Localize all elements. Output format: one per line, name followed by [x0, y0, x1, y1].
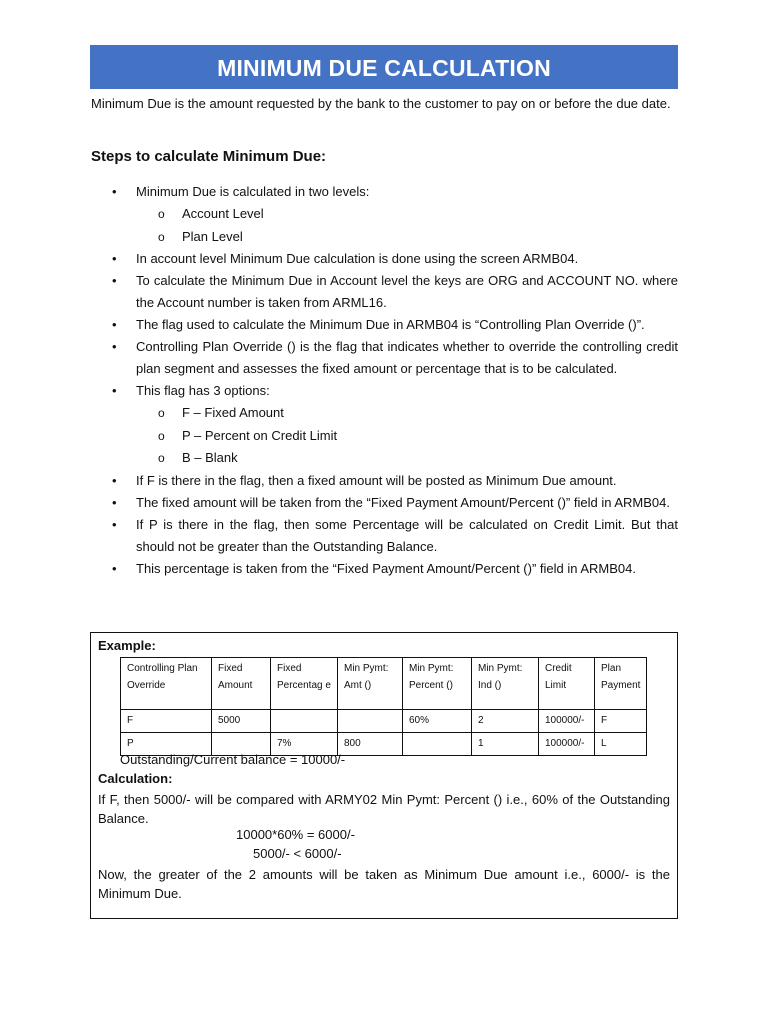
table-cell — [271, 710, 338, 733]
sublist-item: o Plan Level — [182, 226, 678, 249]
bullet-text: Minimum Due is calculated in two levels: — [136, 184, 370, 199]
table-cell: 5000 — [212, 710, 271, 733]
table-header-cell: Min Pymt: Amt () — [338, 658, 403, 710]
example-box — [90, 632, 678, 919]
table-cell: L — [595, 733, 647, 756]
sublist-item: o F – Fixed Amount — [182, 402, 678, 425]
page-title: MINIMUM DUE CALCULATION — [90, 45, 678, 89]
steps-heading: Steps to calculate Minimum Due: — [91, 148, 327, 165]
example-label: Example: — [98, 638, 156, 653]
table-cell: 100000/- — [539, 733, 595, 756]
table-header-row — [121, 658, 647, 710]
conclusion-text: Now, the greater of the 2 amounts will be taken as Minimum Due amount i.e., 6000/- is the Minimum Due. — [98, 867, 670, 901]
table-header-cell: Fixed Percentag e — [271, 658, 338, 710]
table-row — [121, 710, 647, 733]
list-item: • If F is there in the flag, then a fixed amount will be posted as Minimum Due amount. — [112, 470, 678, 492]
outstanding-balance: Outstanding/Current balance = 10000/- — [120, 752, 346, 767]
table-header-cell: Min Pymt: Ind () — [472, 658, 539, 710]
list-item: • Controlling Plan Override () is the flag that indicates whether to override the controlling credit plan segment and assesses the fixed amount or percentage that is to be calculated. — [112, 336, 678, 380]
sublist-item: o Account Level — [182, 203, 678, 226]
calculation-heading: Calculation: — [98, 771, 173, 786]
list-item: • The fixed amount will be taken from the “Fixed Payment Amount/Percent ()” field in ARMB04. — [112, 492, 678, 514]
list-item — [112, 181, 678, 248]
bullet-text: This flag has 3 options: — [136, 383, 270, 398]
intro-paragraph: Minimum Due is the amount requested by the bank to the customer to pay on or before the due date. — [91, 96, 671, 111]
table-cell: 2 — [472, 710, 539, 733]
list-item: • In account level Minimum Due calculation is done using the screen ARMB04. — [112, 248, 678, 270]
table-header-cell: Min Pymt: Percent () — [403, 658, 472, 710]
table-cell: P — [121, 733, 212, 756]
table-cell: 800 — [338, 733, 403, 756]
list-item: • To calculate the Minimum Due in Account level the keys are ORG and ACCOUNT NO. where the Account number is taken from ARML16. — [112, 270, 678, 314]
table-cell: 7% — [271, 733, 338, 756]
formula-line: 10000*60% = 6000/- — [236, 827, 355, 842]
options-sublist — [136, 402, 678, 470]
table-cell — [403, 733, 472, 756]
list-item: • If P is there in the flag, then some Percentage will be calculated on Credit Limit. But that should not be greater than the Outstanding Balance. — [112, 514, 678, 558]
table-cell: 1 — [472, 733, 539, 756]
formula-line: 5000/- < 6000/- — [253, 846, 342, 861]
levels-sublist — [136, 203, 678, 248]
table-header-cell: Fixed Amount — [212, 658, 271, 710]
sublist-item: o P – Percent on Credit Limit — [182, 425, 678, 448]
table-header-cell: Controlling Plan Override — [121, 658, 212, 710]
table-cell: F — [595, 710, 647, 733]
table-cell: F — [121, 710, 212, 733]
table-cell: 60% — [403, 710, 472, 733]
steps-list — [112, 181, 678, 580]
table-cell: 100000/- — [539, 710, 595, 733]
example-table — [120, 657, 647, 756]
sublist-item: o B – Blank — [182, 447, 678, 470]
list-item: • The flag used to calculate the Minimum Due in ARMB04 is “Controlling Plan Override ()”. — [112, 314, 678, 336]
table-cell — [338, 710, 403, 733]
list-item — [112, 380, 678, 470]
list-item: • This percentage is taken from the “Fixed Payment Amount/Percent ()” field in ARMB04. — [112, 558, 678, 580]
table-header-cell: Plan Payment — [595, 658, 647, 710]
table-header-cell: Credit Limit — [539, 658, 595, 710]
calculation-text: If F, then 5000/- will be compared with ARMY02 Min Pymt: Percent () i.e., 60% of the Outstanding Balance. — [98, 792, 670, 826]
